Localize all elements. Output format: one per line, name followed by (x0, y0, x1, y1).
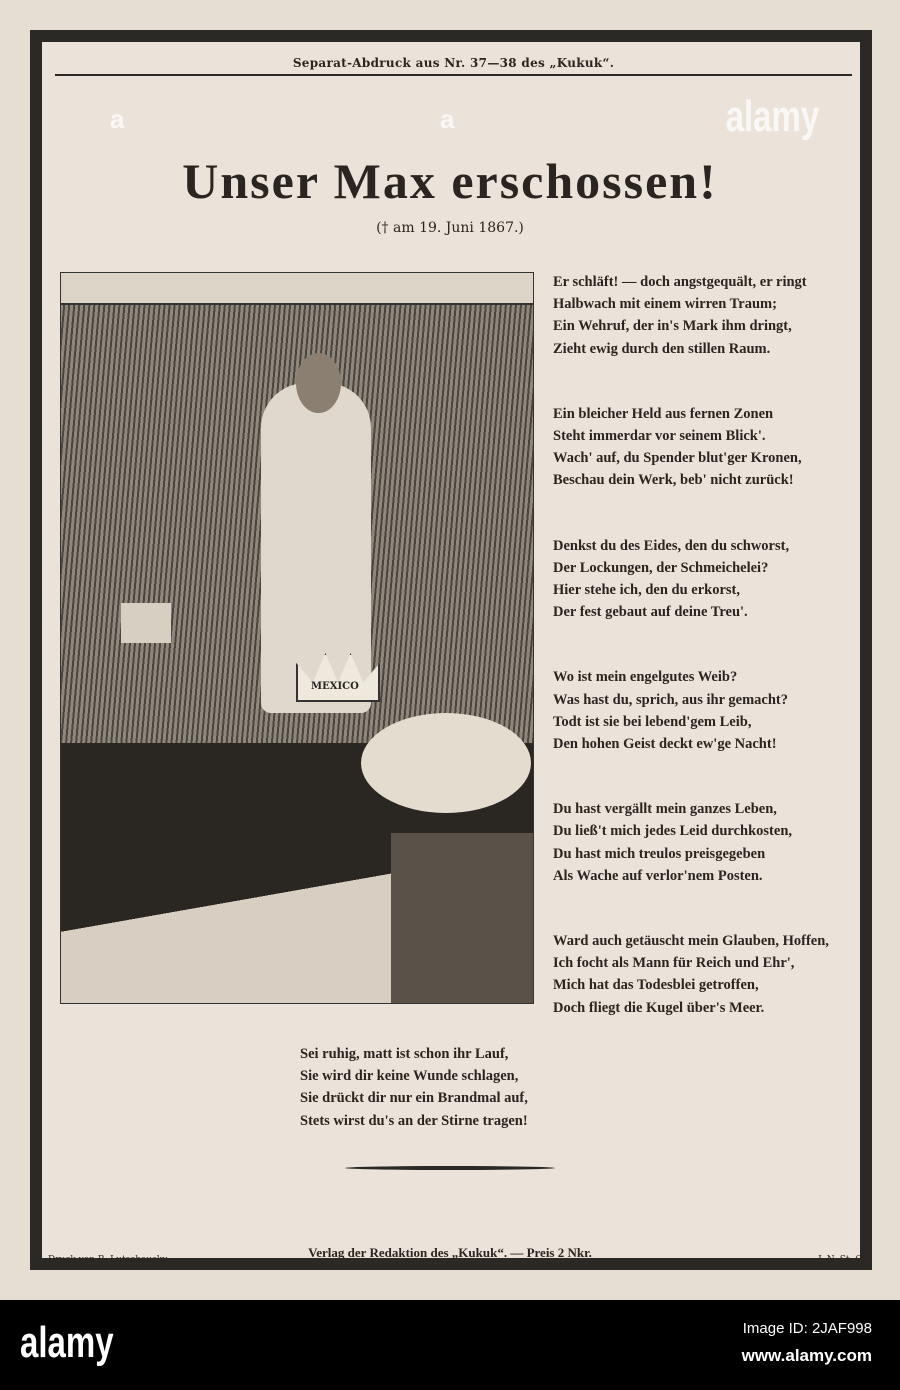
poem-line: Steht immerdar vor seinem Blick'. (553, 428, 766, 445)
poem-line: Ich focht als Mann für Reich und Ehr', (553, 955, 795, 972)
poem-line: Was hast du, sprich, aus ihr gemacht? (553, 691, 788, 708)
alamy-logo: alamy (20, 1318, 114, 1367)
stanza (553, 403, 853, 492)
poem-line: Zieht ewig durch den stillen Raum. (553, 340, 771, 357)
header-rule (55, 74, 852, 76)
poem-line: Beschau dein Werk, beb' nicht zurück! (553, 472, 794, 489)
stanza (553, 930, 853, 1019)
stanza (553, 271, 853, 360)
ghost-head (296, 353, 341, 413)
poem-line: Sie drückt dir nur ein Brandmal auf, (300, 1090, 528, 1107)
poem-line: Sei ruhig, matt ist schon ihr Lauf, (300, 1046, 509, 1062)
poem-line: Du ließ't mich jedes Leid durchkosten, (553, 823, 793, 840)
stanza (553, 535, 853, 624)
printer-mark: J. N. St. G. (818, 1255, 865, 1265)
sleeper-pillow (361, 713, 531, 813)
poem-line: Wo ist mein engelgutes Weib? (553, 669, 738, 686)
curtain-valance (61, 273, 533, 305)
crown-label: MEXICO (311, 681, 359, 692)
poem-line: Du hast mich treulos preisgegeben (553, 845, 766, 862)
poem-line: Der fest gebaut auf deine Treu'. (553, 604, 748, 621)
watermark-glyph: a (440, 104, 455, 134)
poem-line: Halbwach mit einem wirren Traum; (553, 296, 777, 313)
stanza (553, 798, 853, 887)
poem-line: Sie wird dir keine Wunde schlagen, (300, 1068, 519, 1085)
poem-line: Stets wirst du's an der Stirne tragen! (300, 1112, 528, 1129)
final-stanza (300, 1043, 620, 1132)
poem-line: Doch fliegt die Kugel über's Meer. (553, 999, 765, 1016)
poem-line: Mich hat das Todesblei getroffen, (553, 977, 759, 994)
castle (121, 603, 171, 643)
poem-line: Du hast vergällt mein ganzes Leben, (553, 801, 777, 818)
poem-line: Ein bleicher Held aus fernen Zonen (553, 405, 774, 422)
poem-line: Er schläft! — doch angstgequält, er ringt (553, 274, 807, 290)
poem-line: Den hohen Geist deckt ew'ge Nacht! (553, 736, 777, 753)
watermark-glyph: a (110, 104, 125, 134)
poem-line: Als Wache auf verlor'nem Posten. (553, 867, 763, 884)
poem-line: Todt ist sie bei lebend'gem Leib, (553, 713, 752, 730)
engraving-illustration (60, 272, 534, 1004)
publisher-line: Verlag der Redaktion des „Kukuk“. — Preis 2 Nkr. (308, 1245, 592, 1260)
poem-line: Der Lockungen, der Schmeichelei? (553, 559, 769, 576)
separate-print-note: Separat-Abdruck aus Nr. 37—38 des „Kukuk“. (292, 56, 615, 70)
poem (553, 271, 853, 1062)
poem-line: Ein Wehruf, der in's Mark ihm dringt, (553, 318, 792, 335)
site-url: www.alamy.com (741, 1346, 872, 1365)
poem-line: Wach' auf, du Spender blut'ger Kronen, (553, 450, 802, 467)
poem-line: Ward auch getäuscht mein Glauben, Hoffen, (553, 933, 829, 950)
stanza (553, 666, 853, 755)
death-date: († am 19. Juni 1867.) (376, 220, 524, 236)
nightstand (391, 833, 533, 1003)
poem-line: Denkst du des Eides, den du schworst, (553, 537, 790, 554)
image-id: Image ID: 2JAF998 (742, 1320, 872, 1337)
watermark-logo: alamy (725, 92, 820, 141)
stock-photo-footer (0, 1300, 900, 1390)
page-title: Unser Max erschossen! (182, 153, 718, 209)
printer-credit: Druck von B. Lutschausky (48, 1255, 168, 1265)
ornamental-dash (345, 1166, 555, 1170)
poem-line: Hier stehe ich, den du erkorst, (553, 582, 741, 599)
